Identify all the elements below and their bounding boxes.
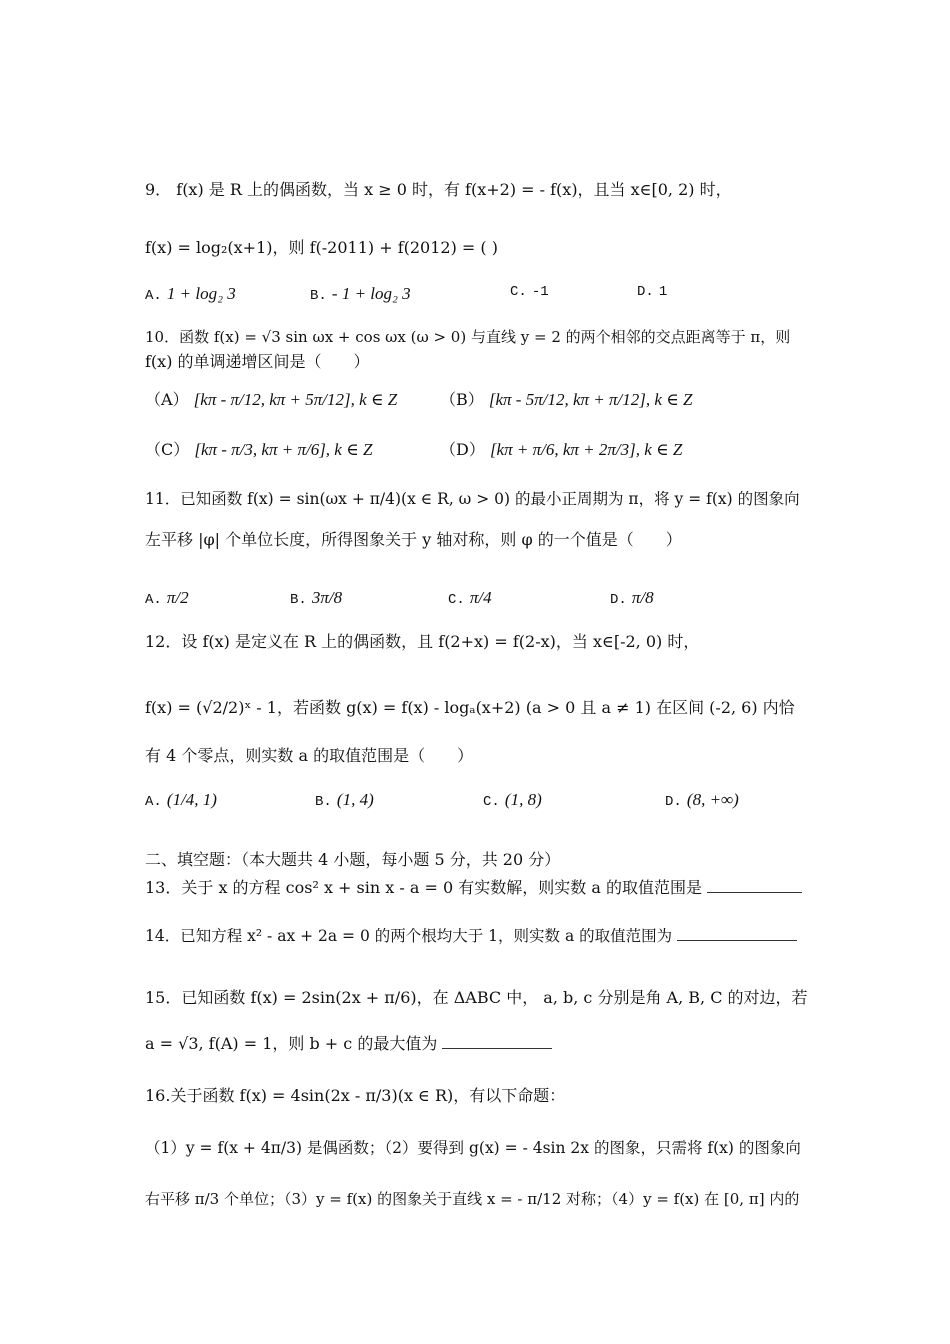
option-text: π/2 — [166, 588, 189, 607]
option-text: (1, 8) — [504, 790, 542, 809]
q15-line1: 15．已知函数 f(x) = 2sin(2x + π/6)，在 ΔABC 中， a, b, c 分别是角 A, B, C 的对边，若 — [145, 988, 808, 1007]
option-label: D. — [637, 284, 654, 300]
q16-line2: （1）y = f(x + 4π/3) 是偶函数；（2）要得到 g(x) = - 4sin 2x 的图象，只需将 f(x) 的图象向 — [145, 1139, 801, 1157]
q12-option-d — [665, 790, 739, 810]
q11-line1: 11．已知函数 f(x) = sin(ωx + π/4)(x ∈ R, ω > 0) 的最小正周期为 π，将 y = f(x) 的图象向 — [145, 490, 800, 508]
option-text: (1, 4) — [336, 790, 374, 809]
section-heading: 二、填空题：（本大题共 4 小题，每小题 5 分，共 20 分） — [145, 850, 561, 869]
option-label: D. — [610, 592, 627, 608]
option-text: π/8 — [631, 588, 654, 607]
q12-line2: f(x) = (√2/2)ˣ - 1，若函数 g(x) = f(x) - logₐ(x+2) (a > 0 且 a ≠ 1) 在区间 (-2, 6) 内恰 — [145, 698, 795, 717]
option-label: C. — [510, 284, 527, 300]
answer-blank[interactable] — [707, 878, 802, 893]
q16-line3: 右平移 π/3 个单位；（3）y = f(x) 的图象关于直线 x = - π/12 对称；（4）y = f(x) 在 [0, π] 内的 — [145, 1190, 800, 1208]
option-text: 1 + log₂ 3 — [166, 284, 236, 303]
option-text: π/4 — [469, 588, 492, 607]
answer-blank[interactable] — [677, 926, 797, 941]
q9-line1: 9． f(x) 是 R 上的偶函数，当 x ≥ 0 时，有 f(x+2) = - f(x)，且当 x∈[0, 2) 时， — [145, 180, 732, 199]
q9-line2: f(x) = log₂(x+1)，则 f(-2011) + f(2012) = ( ) — [145, 238, 498, 257]
option-label: C. — [483, 794, 500, 810]
option-label: A. — [145, 592, 162, 608]
q14-text: 14．已知方程 x² - ax + 2a = 0 的两个根均大于 1，则实数 a 的取值范围为 — [145, 927, 673, 945]
option-label: A. — [145, 288, 162, 304]
q16-line1: 16.关于函数 f(x) = 4sin(2x - π/3)(x ∈ R)，有以下命题： — [145, 1086, 566, 1105]
q10-option-a — [145, 387, 397, 410]
option-text: [kπ - π/3, kπ + π/6], k ∈ Z — [194, 440, 373, 459]
q15-line2 — [145, 1034, 810, 1054]
q9-option-c — [510, 280, 549, 300]
option-text: (8, +∞) — [686, 790, 739, 809]
q11-option-a — [145, 588, 189, 608]
q15-text: a = √3, f(A) = 1，则 b + c 的最大值为 — [145, 1034, 438, 1053]
q13-line — [145, 878, 810, 898]
q12-line3: 有 4 个零点，则实数 a 的取值范围是（ ） — [145, 746, 474, 765]
q11-line2: 左平移 |φ| 个单位长度，所得图象关于 y 轴对称，则 φ 的一个值是（ ） — [145, 530, 682, 549]
q10-option-c — [145, 437, 372, 460]
option-text: 1 — [658, 284, 668, 300]
q11-option-b — [290, 588, 342, 608]
q14-line — [145, 926, 810, 946]
option-label: （C） — [145, 440, 190, 459]
option-label: B. — [310, 288, 327, 304]
q9-option-b — [310, 284, 411, 304]
option-label: C. — [448, 592, 465, 608]
option-label: （D） — [440, 440, 485, 459]
option-label: B. — [315, 794, 332, 810]
option-text: [kπ - 5π/12, kπ + π/12], k ∈ Z — [488, 390, 693, 409]
option-label: A. — [145, 794, 162, 810]
q12-option-b — [315, 790, 374, 810]
option-text: - 1 + log₂ 3 — [331, 284, 411, 303]
option-label: （B） — [440, 390, 484, 409]
option-text: [kπ + π/6, kπ + 2π/3], k ∈ Z — [489, 440, 683, 459]
q11-option-d — [610, 588, 654, 608]
q12-option-a — [145, 790, 217, 810]
option-text: [kπ - π/12, kπ + 5π/12], k ∈ Z — [193, 390, 398, 409]
q10-line1: 10．函数 f(x) = √3 sin ωx + cos ωx (ω > 0) 与直线 y = 2 的两个相邻的交点距离等于 π，则 — [145, 328, 791, 346]
option-text: (1/4, 1) — [166, 790, 217, 809]
q10-line2: f(x) 的单调递增区间是（ ） — [145, 352, 370, 371]
q9-option-d — [637, 280, 667, 300]
answer-blank[interactable] — [442, 1034, 552, 1049]
option-label: D. — [665, 794, 682, 810]
option-label: （A） — [145, 390, 189, 409]
q9-option-a — [145, 284, 236, 304]
q10-option-d — [440, 437, 682, 460]
option-text: 3π/8 — [311, 588, 343, 607]
option-text: -1 — [531, 284, 549, 300]
q11-option-c — [448, 588, 492, 608]
q12-option-c — [483, 790, 542, 810]
q10-option-b — [440, 387, 692, 410]
option-label: B. — [290, 592, 307, 608]
q13-text: 13．关于 x 的方程 cos² x + sin x - a = 0 有实数解，则实数 a 的取值范围是 — [145, 878, 702, 897]
q12-line1: 12．设 f(x) 是定义在 R 上的偶函数，且 f(2+x) = f(2-x)，当 x∈[-2, 0) 时， — [145, 632, 700, 651]
